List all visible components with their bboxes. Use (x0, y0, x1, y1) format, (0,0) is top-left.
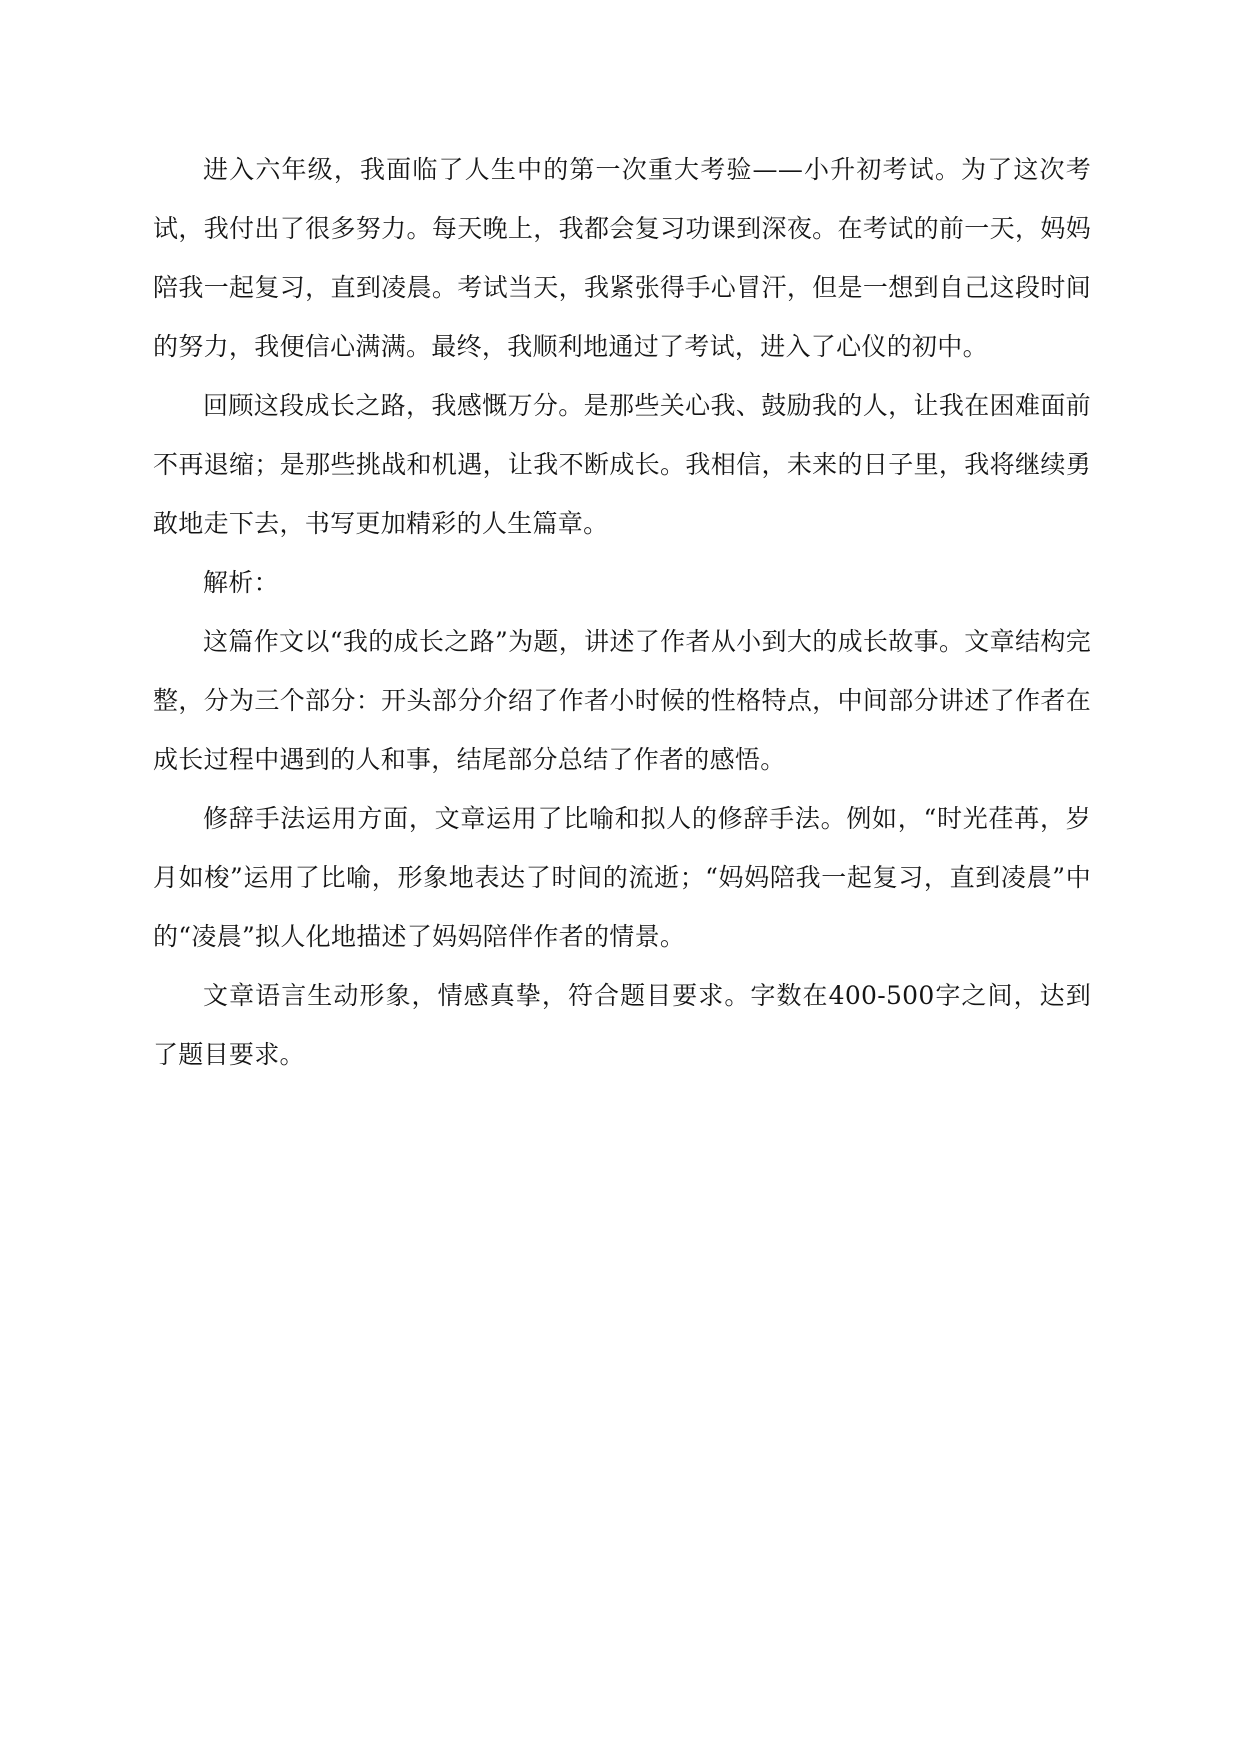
document-body (153, 140, 1091, 1084)
paragraph-structure: 这篇作文以“我的成长之路”为题，讲述了作者从小到大的成长故事。文章结构完整，分为三个部分：开头部分介绍了作者小时候的性格特点，中间部分讲述了作者在成长过程中遇到的人和事，结尾部分总结了作者的感悟。 (153, 627, 1091, 774)
analysis-heading: 解析： (203, 568, 279, 597)
paragraph-language: 文章语言生动形象，情感真挚，符合题目要求。字数在400-500字之间，达到了题目要求。 (153, 981, 1091, 1069)
paragraph-reflection: 回顾这段成长之路，我感慨万分。是那些关心我、鼓励我的人，让我在困难面前不再退缩；是那些挑战和机遇，让我不断成长。我相信，未来的日子里，我将继续勇敢地走下去，书写更加精彩的人生篇章。 (153, 391, 1091, 538)
paragraph-rhetoric: 修辞手法运用方面，文章运用了比喻和拟人的修辞手法。例如，“时光荏苒，岁月如梭”运用了比喻，形象地表达了时间的流逝；“妈妈陪我一起复习，直到凌晨”中的“凌晨”拟人化地描述了妈妈陪伴作者的情景。 (153, 804, 1091, 951)
paragraph-exam: 进入六年级，我面临了人生中的第一次重大考验——小升初考试。为了这次考试，我付出了很多努力。每天晚上，我都会复习功课到深夜。在考试的前一天，妈妈陪我一起复习，直到凌晨。考试当天，我紧张得手心冒汗，但是一想到自己这段时间的努力，我便信心满满。最终，我顺利地通过了考试，进入了心仪的初中。 (153, 155, 1091, 361)
